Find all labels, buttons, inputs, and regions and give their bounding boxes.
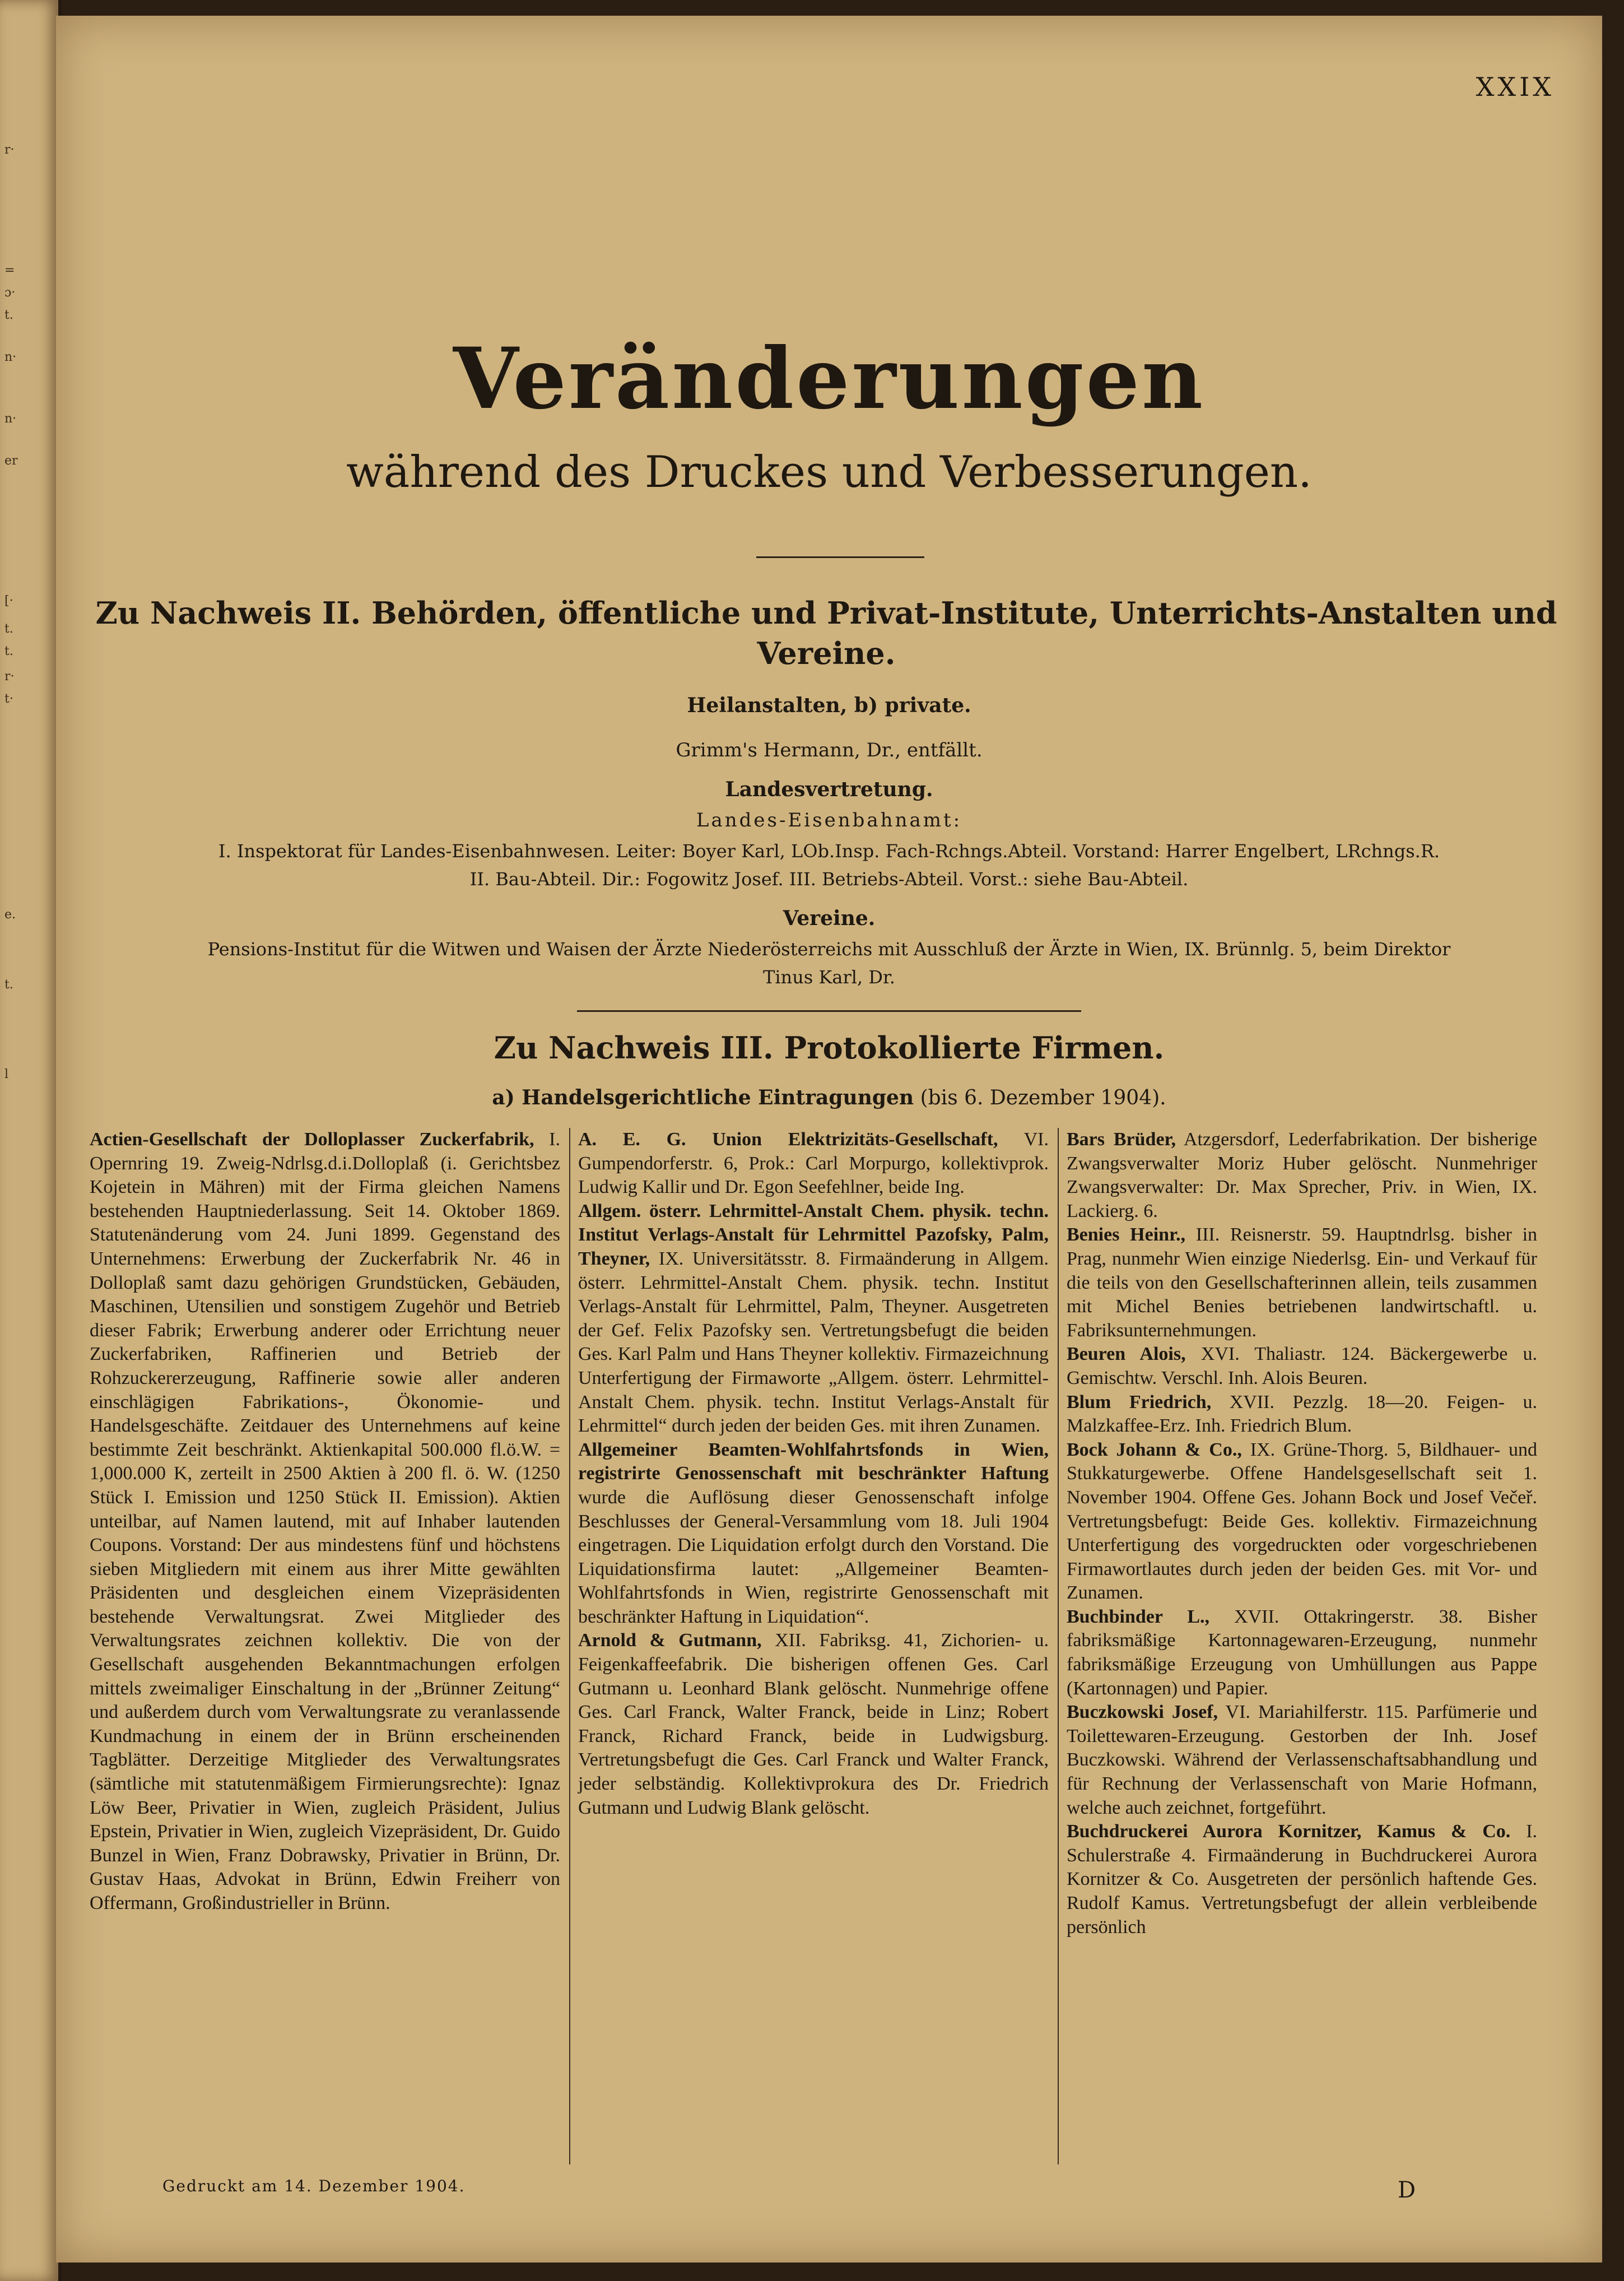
firm-entry <box>578 1200 1049 1438</box>
firm-details: VI. Mariahilferstr. 115. Parfümerie und Toilettewaren-Erzeugung. Gestorben der Inh. Josef Buczkowski. Während der Verlassenschaftsabhandlung und für Rechnung der Verlassenschaft von Marie Hofmann, welche auch zeichnet, fortgeführt. <box>1067 1702 1538 1818</box>
firm-entry <box>1067 1438 1537 1605</box>
firm-details: XVII. Pezzlg. 18—20. Feigen- u. Malzkaffee-Erz. Inh. Friedrich Blum. <box>1067 1391 1538 1437</box>
firm-name: Actien-Gesellschaft der Dolloplasser Zuckerfabrik, <box>90 1129 534 1150</box>
firm-name: Bock Johann & Co., <box>1067 1439 1242 1460</box>
firm-entry <box>1067 1128 1537 1223</box>
column-divider-1 <box>569 1128 570 2164</box>
page-title: Veränderungen <box>453 329 1206 428</box>
firm-name: A. E. G. Union Elektrizitäts-Gesellschaft, <box>578 1129 998 1150</box>
landesvertretung-line2: II. Bau-Abteil. Dir.: Fogowitz Josef. III. Betriebs-Abteil. Vorst.: siehe Bau-Abteil. <box>469 868 1189 890</box>
firm-details: Atzgersdorf, Lederfabrikation. Der bisherige Zwangsverwalter Moriz Huber gelöscht. Nunmehriger Zwangsverwalter: Dr. Max Sprecher, Priv. in Wien, IX. Lackierg. 6. <box>1067 1129 1537 1221</box>
title-divider <box>756 556 924 558</box>
firm-details: XVII. Ottakringerstr. 38. Bisher fabriksmäßige Kartonnagewaren-Erzeugung, nunmehr fabriksmäßige Erzeugung von Umhüllungen aus Pappe (Kartonnagen) und Papier. <box>1067 1606 1537 1699</box>
firm-details: wurde die Auflösung dieser Genossenschaft infolge Beschlusses der General-Versammlung vom 18. Juli 1904 eingetragen. Die Liquidation erfolgt durch den Vorstand. Die Liquidationsfirma lautet: „Allgemeiner Beamten-Wohlfahrtsfonds in Wien, registrirte Genossenschaft mit beschränkter Haftung in Liquidation“. <box>578 1486 1049 1627</box>
section3-subheading-date: (bis 6. Dezember 1904). <box>920 1086 1166 1109</box>
column-middle <box>578 1128 1049 1820</box>
firm-entry <box>1067 1605 1537 1701</box>
firm-details: III. Reisnerstr. 59. Hauptndrlsg. bisher in Prag, nunmehr Wien einzige Niederlsg. Ein- und Verkauf für die teils von den Gesellschafterinnen allein, teils zusammen mit Michel Benies betriebenen landwirtschaftl. u. Fabriksunternehmungen. <box>1067 1224 1538 1341</box>
section3-subheading: a) Handelsgerichtliche Eintragungen <box>492 1086 914 1109</box>
firm-name: Beuren Alois, <box>1067 1344 1186 1365</box>
section3-subheading-row <box>56 1086 1602 1109</box>
vereine-line2: Tinus Karl, Dr. <box>763 967 895 988</box>
column-divider-2 <box>1058 1128 1059 2164</box>
firm-details: I. Opernring 19. Zweig-Ndrlsg.d.i.Dolloplaß (i. Gerichtsbez Kojetein in Mähren) mit der Firma gleichen Namens bestehenden Hauptniederlassung. Seit 14. Oktober 1869. Statutenänderung vom 24. Juni 1899. Gegenstand des Unternehmens: Erwerbung der Zuckerfabrik Nr. 46 in Dolloplaß samt dazu gehörigen Grundstücken, Gebäuden, Maschinen, Utensilien und sonstigem Zugehör und Betrieb dieser Fabrik; Erwerbung anderer oder Errichtung neuer Zuckerfabriken, Raffinerien und Betrieb der Rohzuckererzeugung, Raffinerie sowie aller anderen einschlägigen Fabrikations-, Ökonomie- und Handelsgeschäfte. Zeitdauer des Unternehmens auf keine bestimmte Zeit beschränkt. Aktienkapital 500.000 fl.ö.W. = 1,000.000 K, zerteilt in 2500 Aktien à 200 fl. ö. W. (1250 Stück I. Emission und 1250 Stück II. Emission). Aktien unteilbar, auf Namen lautend, mit auf Inhaber lautenden Coupons. Vorstand: Der aus mindestens fünf und höchstens sieben Mitgliedern mit einem aus ihrer Mitte gewählten Präsidenten und desgleichen einem Vizepräsidenten bestehende Verwaltungsrat. Zwei Mitglieder des Verwaltungsrates zeichnen kollektiv. Die von der Gesellschaft ausgehenden Bekanntmachungen erfolgen mittels zweimaliger Einschaltung in der „Brünner Zeitung“ und außerdem durch vom Verwaltungsrate zu veranlassende Kundmachung in einem der in Brünn erscheinenden Tagblätter. Derzeitige Mitglieder des Verwaltungsrates (sämtliche mit statutenmäßigem Firmierungsrechte): Ignaz Löw Beer, Privatier in Wien, zugleich Präsident, Julius Epstein, Privatier in Wien, zugleich Vizepräsident, Dr. Guido Bunzel in Wien, Franz Dobrawsky, Privatier in Brünn, Dr. Gustav Haas, Advokat in Brünn, Edwin Freiherr von Offermann, Großindustrieller in Brünn. <box>90 1129 560 1913</box>
firm-details: XII. Fabriksg. 41, Zichorien- u. Feigenkaffeefabrik. Die bisherigen offenen Ges. Carl Gutmann u. Leonhard Blank gelöscht. Nunmehrige offene Ges. Carl Franck, Walter Franck, beide in Linz; Robert Franck, Richard Franck, beide in Ludwigsburg. Vertretungsbefugt die Ges. Carl Franck und Walter Franck, jeder selbständig. Kollektivprokura des Dr. Friedrich Gutmann und Ludwig Blank gelöscht. <box>578 1630 1049 1818</box>
firm-entry <box>1067 1223 1537 1342</box>
vereine-line1: Pensions-Institut für die Witwen und Waisen der Ärzte Niederösterreichs mit Ausschluß der Ärzte in Wien, IX. Brünnlg. 5, beim Direktor <box>207 939 1451 960</box>
heilanstalten-text: Grimm's Hermann, Dr., entfällt. <box>676 739 983 761</box>
page-subtitle: während des Druckes und Verbesserungen. <box>346 447 1312 498</box>
landesvertretung-subheading: Landes-Eisenbahnamt: <box>696 809 962 831</box>
firm-entry <box>1067 1820 1537 1939</box>
column-left <box>90 1128 560 1916</box>
firm-entry <box>578 1438 1049 1629</box>
signature-mark: D <box>1398 2177 1416 2203</box>
section-divider <box>577 1010 1081 1012</box>
firm-name: Bars Brüder, <box>1067 1129 1176 1150</box>
printed-note: Gedruckt am 14. Dezember 1904. <box>162 2177 466 2195</box>
firm-details: XVI. Thaliastr. 124. Bäckergewerbe u. Gemischtw. Verschl. Inh. Alois Beuren. <box>1067 1344 1537 1388</box>
section2-heading: Zu Nachweis II. Behörden, öffentliche und Privat-Institute, Unterrichts-Anstalten und Vereine. <box>95 595 1557 671</box>
firm-details: IX. Grüne-Thorg. 5, Bildhauer- und Stukkaturgewerbe. Offene Handelsgesellschaft seit 1. November 1904. Offene Ges. Johann Bock und Josef Večeř. Vertretungsbefugt: Beide Ges. kollektiv. Firmazeichnung Unterfertigung des vorgedruckten oder vorgeschriebenen Firmawortlautes durch jeden der beiden Ges. mit Vor- und Zunamen. <box>1067 1439 1538 1604</box>
firm-entry <box>1067 1391 1537 1438</box>
landesvertretung-heading: Landesvertretung. <box>725 778 933 801</box>
firm-details: I. Schulerstraße 4. Firmaänderung in Buchdruckerei Aurora Kornitzer & Co. Ausgetreten der persönlich haftende Ges. Rudolf Kamus. Vertretungsbefugt der allein verbleibende persönlich <box>1067 1821 1538 1938</box>
firm-entry <box>578 1128 1049 1200</box>
section3-heading: Zu Nachweis III. Protokollierte Firmen. <box>494 1030 1165 1066</box>
firm-name: Buczkowski Josef, <box>1067 1702 1218 1723</box>
column-right <box>1067 1128 1537 1939</box>
firm-entry <box>1067 1701 1537 1820</box>
firm-name: Arnold & Gutmann, <box>578 1630 762 1651</box>
firm-name: Benies Heinr., <box>1067 1224 1186 1246</box>
firm-name: Buchdruckerei Aurora Kornitzer, Kamus & Co. <box>1067 1821 1511 1842</box>
firm-entry <box>90 1128 560 1916</box>
firm-details: IX. Universitätsstr. 8. Firmaänderung in Allgem. österr. Lehrmittel-Anstalt Chem. physik. techn. Institut Verlags-Anstalt für Lehrmittel, Palm, Theyner. Ausgetreten der Gef. Felix Pazofsky sen. Vertretungsbefugt die beiden Ges. Karl Palm und Hans Theyner kollektiv. Firmazeichnung Unterfertigung der Firmaworte „Allgem. österr. Lehrmittel-Anstalt Chem. physik. techn. Institut Verlags-Anstalt für Lehrmittel“ durch jeden der beiden Ges. mit ihren Zunamen. <box>578 1248 1049 1437</box>
firm-name: Allgem. österr. Lehrmittel-Anstalt Chem. physik. techn. Institut Verlags-Anstalt für Lehrmittel Pazofsky, Palm, Theyner, <box>578 1200 1049 1269</box>
heilanstalten-heading: Heilanstalten, b) private. <box>687 694 971 717</box>
firm-name: Blum Friedrich, <box>1067 1391 1212 1413</box>
landesvertretung-line1: I. Inspektorat für Landes-Eisenbahnwesen. Leiter: Boyer Karl, LOb.Insp. Fach-Rchngs.Abteil. Vorstand: Harrer Engelbert, LRchngs.R. <box>218 840 1440 862</box>
document-page <box>56 16 1602 2263</box>
page-number: XXIX <box>1476 72 1555 102</box>
firm-name: Buchbinder L., <box>1067 1606 1210 1627</box>
firm-name: Allgemeiner Beamten-Wohlfahrtsfonds in Wien, registrirte Genossenschaft mit beschränkter Haftung <box>578 1439 1049 1484</box>
firm-entry <box>1067 1342 1537 1390</box>
firm-details: VI. Gumpendorferstr. 6, Prok.: Carl Morpurgo, kollektivprok. Ludwig Kallir und Dr. Egon Seefehlner, beide Ing. <box>578 1129 1049 1198</box>
previous-page-edge: r· = ɔ· t. n· n· er [· t. t. r· t· e. t. l <box>0 0 62 2281</box>
firm-entry <box>578 1629 1049 1820</box>
vereine-heading: Vereine. <box>783 907 876 930</box>
